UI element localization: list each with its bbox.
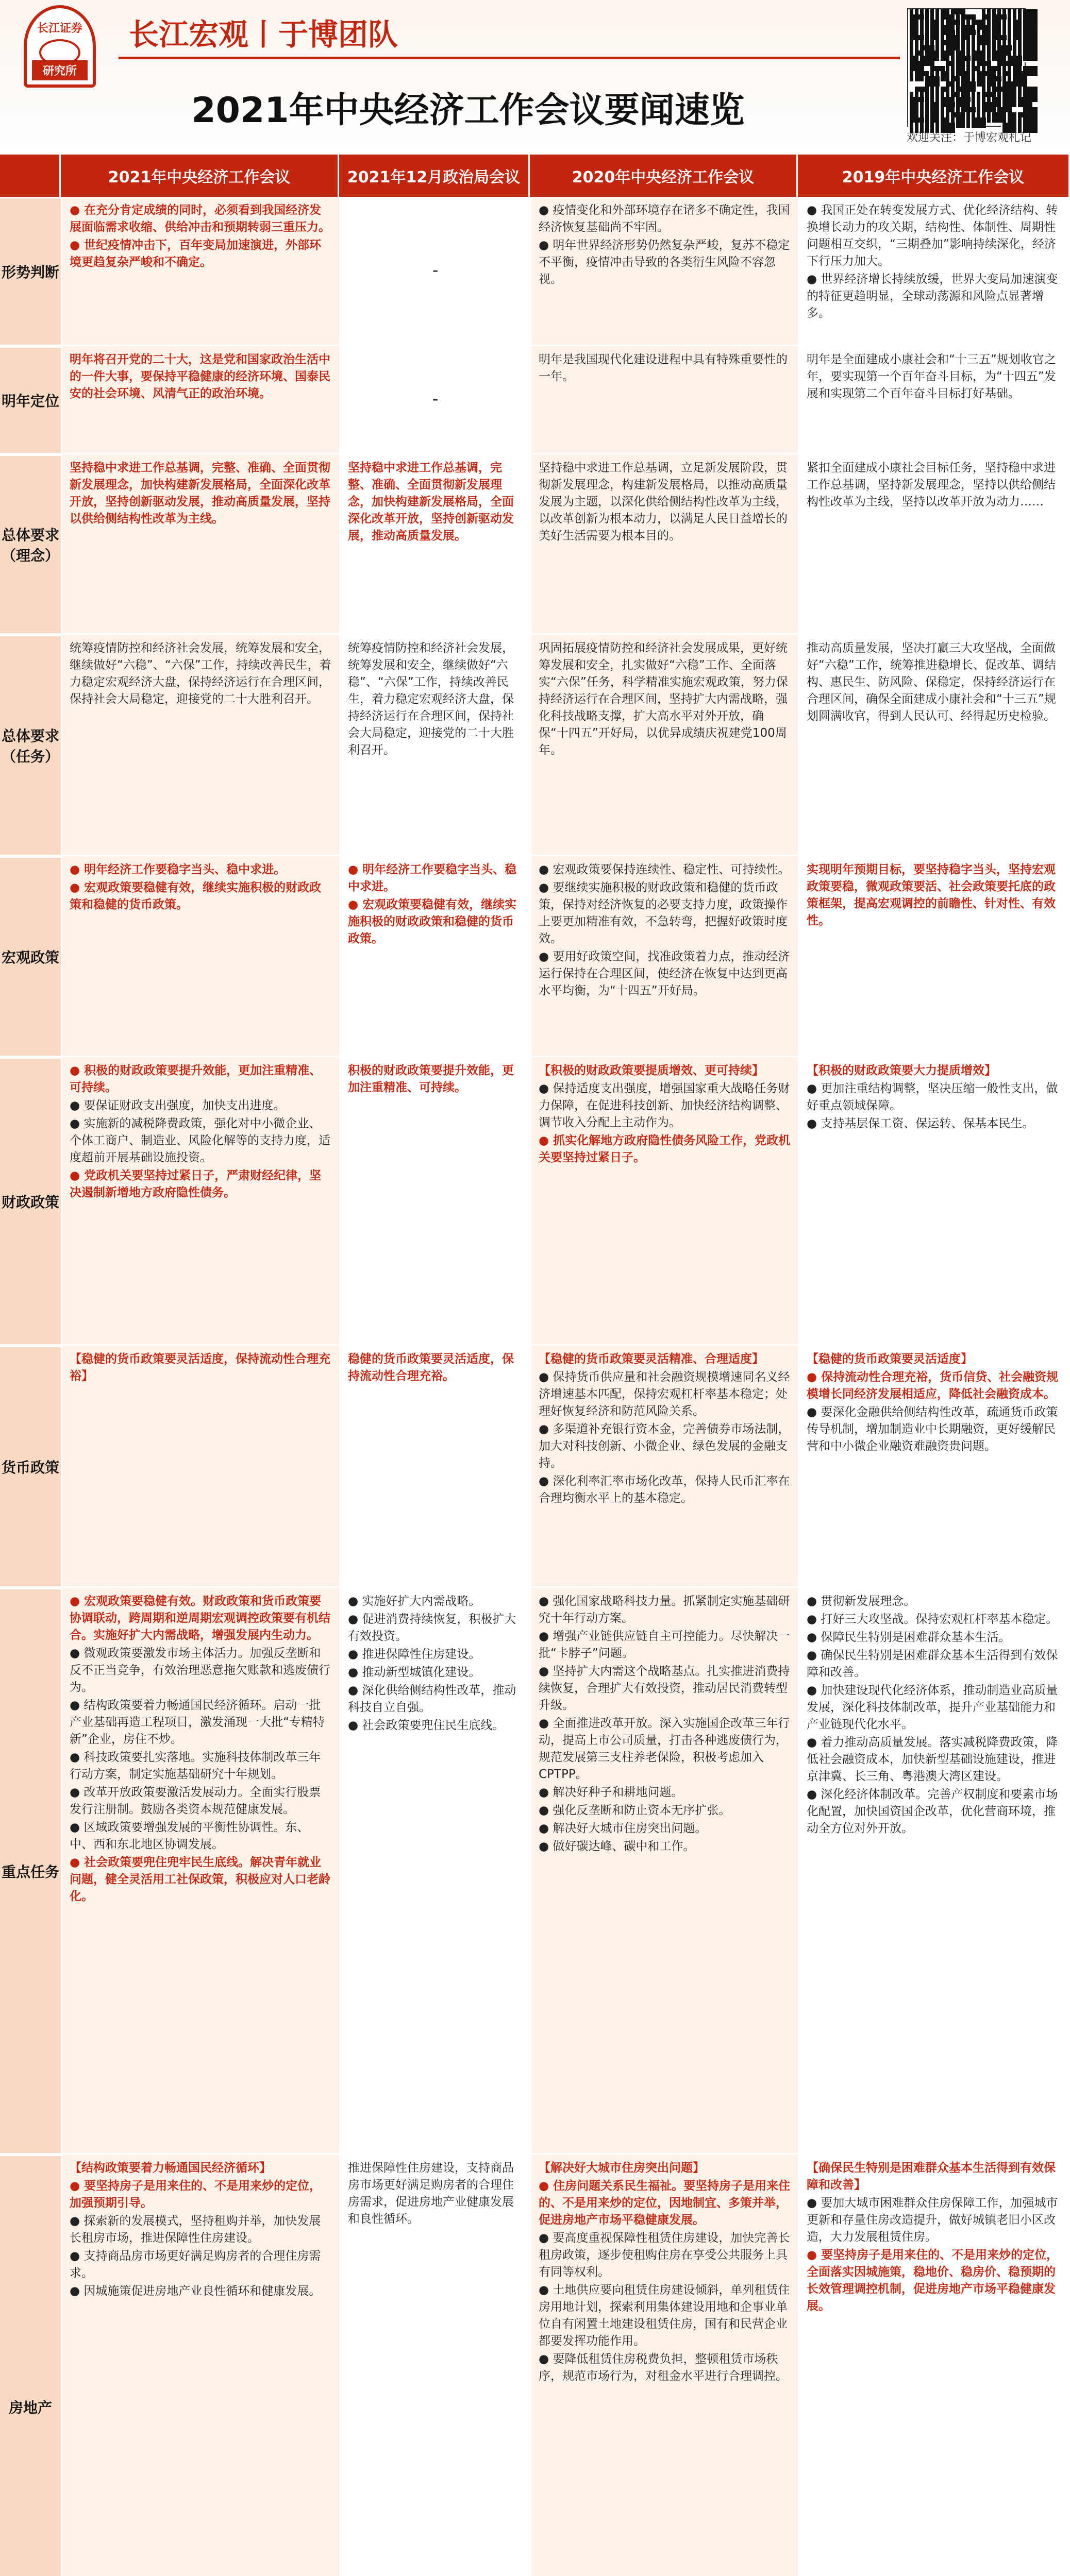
row-label: 重点任务: [0, 1588, 61, 2155]
cell-paragraph: ● 要继续实施积极的财政政策和稳健的货币政策，保持对经济恢复的必要支持力度，政策操作上要更加精准有效，不急转弯，把握好政策时度效。: [539, 881, 788, 945]
cell-paragraph: ● 住房问题关系民生福祉。要坚持房子是用来住的、不是用来炒的定位，因地制宜、多策并举，促进房地产市场平稳健康发展。: [539, 2179, 791, 2227]
table-cell: [530, 197, 798, 346]
cell-paragraph: 坚持稳中求进工作总基调，立足新发展阶段，贯彻新发展理念，构建新发展格局，以推动高质量发展为主题，以深化供给侧结构性改革为主线，以改革创新为根本动力，以满足人民日益增长的美好生活需要为根本目的。: [539, 461, 788, 543]
table-cell: [61, 2155, 339, 2576]
table-cell: [61, 197, 339, 346]
cell-paragraph: ● 要保证财政支出强度，加快支出进度。: [70, 1099, 286, 1112]
cell-paragraph: ● 推动新型城镇化建设。: [348, 1666, 481, 1679]
header: [0, 0, 1070, 155]
qr-caption: 欢迎关注：于博宏观札记: [906, 131, 1031, 144]
corner-header: [0, 155, 61, 197]
logo-badge: 研究所: [32, 60, 88, 80]
cell-paragraph: ● 要坚持房子是用来住的、不是用来炒的定位，全面落实因城施策，稳地价、稳房价、稳预期的长效管理调控机制，促进房地产市场平稳健康发展。: [807, 2248, 1059, 2313]
table-cell: [61, 1346, 339, 1588]
column-header: 2020年中央经济工作会议: [530, 155, 798, 197]
cell-paragraph: 巩固拓展疫情防控和经济社会发展成果，更好统筹发展和安全，扎实做好“六稳”工作、全面落实“六保”任务，科学精准实施宏观政策，努力保持经济运行在合理区间，坚持扩大内需战略，强化科技战略支撑，扩大高水平对外开放，确保“十四五”开好局，以优异成绩庆祝建党100周年。: [539, 641, 788, 757]
table-cell: [339, 197, 530, 346]
cell-paragraph: ● 要高度重视保障性租赁住房建设，加快完善长租房政策，逐步使租购住房在享受公共服务上具有同等权利。: [539, 2231, 790, 2279]
cell-paragraph: 明年将召开党的二十大，这是党和国家政治生活中的一件大事，要保持平稳健康的经济环境、国泰民安的社会环境、风清气正的政治环境。: [70, 353, 330, 400]
cell-paragraph: ● 要降低租赁住房税费负担，整顿租赁市场秩序，规范市场行为，对租金水平进行合理调控。: [539, 2352, 788, 2383]
team-title: 长江宏观丨于博团队: [129, 17, 398, 52]
cell-paragraph: ● 实施好扩大内需战略。: [348, 1595, 481, 1608]
cell-paragraph: ● 支持商品房市场更好满足购房者的合理住房需求。: [70, 2249, 321, 2280]
cell-paragraph: 积极的财政政策要提升效能，更加注重精准、可持续。: [348, 1064, 514, 1094]
cell-paragraph: ● 我国正处在转变发展方式、优化经济结构、转换增长动力的攻关期，结构性、体制性、周期性问题相互交织，“三期叠加”影响持续深化，经济下行压力加大。: [807, 204, 1058, 268]
cell-paragraph: 【稳健的货币政策要灵活适度，保持流动性合理充裕】: [70, 1352, 330, 1383]
cell-paragraph: ● 贯彻新发展理念。: [807, 1595, 916, 1608]
cell-paragraph: ● 土地供应要向租赁住房建设倾斜，单列租赁住房用地计划，探索利用集体建设用地和企事业单位自有闲置土地建设租赁住房，国有和民营企业都要发挥功能作用。: [539, 2283, 790, 2348]
cell-paragraph: ● 更加注重结构调整，坚决压缩一般性支出，做好重点领域保障。: [807, 1082, 1058, 1112]
cell-paragraph: ● 要坚持房子是用来住的、不是用来炒的定位，加强预期引导。: [70, 2179, 322, 2210]
qr-code-icon: [907, 8, 1026, 127]
table-cell: [61, 856, 339, 1057]
cell-paragraph: -: [432, 260, 439, 280]
cell-paragraph: 明年是我国现代化建设进程中具有特殊重要性的一年。: [539, 353, 788, 383]
cell-paragraph: ● 明年经济工作要稳字当头、稳中求进。: [348, 863, 517, 893]
cell-paragraph: 稳健的货币政策要灵活适度，保持流动性合理充裕。: [348, 1352, 514, 1383]
table-cell: [530, 1588, 798, 2155]
table-cell: [339, 1588, 530, 2155]
table-cell: [339, 856, 530, 1057]
cell-paragraph: ● 要用好政策空间，找准政策着力点，推动经济运行保持在合理区间，使经济在恢复中达到更高水平均衡，为“十四五”开好局。: [539, 950, 790, 997]
cell-paragraph: 【积极的财政政策要大力提质增效】: [807, 1064, 996, 1077]
cell-paragraph: ● 增强产业链供应链自主可控能力。尽快解决一批“卡脖子”问题。: [539, 1630, 790, 1660]
logo: [24, 5, 96, 88]
table-cell: [798, 2155, 1070, 2576]
cell-paragraph: ● 解决好大城市住房突出问题。: [539, 1822, 707, 1835]
cell-paragraph: ● 探索新的发展模式，坚持租购并举，加快发展长租房市场，推进保障性住房建设。: [70, 2214, 321, 2245]
cell-paragraph: ● 抓实化解地方政府隐性债务风险工作，党政机关要坚持过紧日子。: [539, 1134, 791, 1164]
cell-paragraph: ● 科技政策要扎实落地。实施科技体制改革三年行动方案，制定实施基础研究十年规划。: [70, 1751, 321, 1781]
cell-paragraph: ● 党政机关要坚持过紧日子，严肃财经纪律，坚决遏制新增地方政府隐性债务。: [70, 1169, 322, 1199]
cell-paragraph: ● 保持适度支出强度，增强国家重大战略任务财力保障，在促进科技创新、加快经济结构调整、调节收入分配上主动作为。: [539, 1082, 790, 1129]
table-cell: [530, 635, 798, 856]
cell-paragraph: ● 世纪疫情冲击下，百年变局加速演进，外部环境更趋复杂严峻和不确定。: [70, 239, 322, 269]
cell-paragraph: ● 社会政策要兜住民生底线。: [348, 1719, 505, 1732]
table-cell: [798, 454, 1070, 635]
cell-paragraph: 紧扣全面建成小康社会目标任务，坚持稳中求进工作总基调，坚持新发展理念，坚持以供给侧结构性改革为主线，坚持以改革开放为动力……: [807, 461, 1056, 509]
table-cell: [339, 2155, 530, 2576]
cell-paragraph: ● 多渠道补充银行资本金，完善债券市场法制，加大对科技创新、小微企业、绿色发展的金融支持。: [539, 1422, 790, 1470]
cell-paragraph: ● 宏观政策要稳健有效，继续实施积极的财政政策和稳健的货币政策。: [70, 881, 322, 911]
row-label: 形势判断: [0, 197, 61, 346]
row-label: 总体要求（任务）: [0, 635, 61, 856]
cell-paragraph: 坚持稳中求进工作总基调，完整、准确、全面贯彻新发展理念，加快构建新发展格局，全面深化改革开放，坚持创新驱动发展，推动高质量发展。: [348, 461, 514, 543]
logo-text: 长江证券: [37, 22, 82, 35]
column-header: 2019年中央经济工作会议: [798, 155, 1070, 197]
table-cell: [339, 1057, 530, 1346]
cell-paragraph: ● 宏观政策要稳健有效。财政政策和货币政策要协调联动，跨周期和逆周期宏观调控政策要有机结合。实施好扩大内需战略，增强发展内生动力。: [70, 1595, 330, 1642]
table-cell: [798, 1588, 1070, 2155]
cell-paragraph: ● 做好碳达峰、碳中和工作。: [539, 1840, 695, 1853]
cell-paragraph: ● 区域政策要增强发展的平衡性协调性。东、中、西和东北地区协调发展。: [70, 1821, 309, 1851]
row-label: 总体要求（理念）: [0, 454, 61, 635]
cell-paragraph: ● 明年世界经济形势仍然复杂严峻，复苏不稳定不平衡，疫情冲击导致的各类衍生风险不容忽视。: [539, 239, 790, 286]
row-label: 宏观政策: [0, 856, 61, 1057]
cell-paragraph: 【积极的财政政策要提质增效、更可持续】: [539, 1064, 764, 1077]
table-cell: [798, 197, 1070, 346]
cell-paragraph: ● 因城施策促进房地产业良性循环和健康发展。: [70, 2284, 321, 2298]
table-cell: [61, 1588, 339, 2155]
cell-paragraph: ● 加快建设现代化经济体系，推动制造业高质量发展，深化科技体制改革，提升产业基础能力和产业链现代化水平。: [807, 1684, 1058, 1731]
cell-paragraph: 实现明年预期目标，要坚持稳字当头，坚持宏观政策要稳，微观政策要活、社会政策要托底的政策框架，提高宏观调控的前瞻性、针对性、有效性。: [807, 863, 1056, 927]
qr-module: [970, 117, 986, 129]
row-label: 明年定位: [0, 346, 61, 454]
cell-paragraph: 【稳健的货币政策要灵活精准、合理适度】: [539, 1352, 764, 1366]
table-cell: [339, 1346, 530, 1588]
table-cell: [798, 856, 1070, 1057]
cell-paragraph: ● 明年经济工作要稳字当头、稳中求进。: [70, 863, 286, 876]
table-cell: [339, 346, 530, 454]
row-label: 财政政策: [0, 1057, 61, 1346]
cell-paragraph: ● 解决好种子和耕地问题。: [539, 1786, 683, 1799]
cell-paragraph: 统筹疫情防控和经济社会发展，统筹发展和安全，继续做好“六稳”、“六保”工作，持续改善民生，着力稳定宏观经济大盘，保持经济运行在合理区间，保持社会大局稳定，迎接党的二十大胜利召开。: [70, 641, 331, 706]
table-cell: [61, 346, 339, 454]
comparison-table: [0, 155, 1070, 2576]
table-cell: [530, 346, 798, 454]
cell-paragraph: ● 深化经济体制改革。完善产权制度和要素市场化配置，加快国资国企改革，优化营商环境，推动全方位对外开放。: [807, 1788, 1058, 1835]
cell-paragraph: ● 疫情变化和外部环境存在诸多不确定性，我国经济恢复基础尚不牢固。: [539, 204, 790, 234]
cell-paragraph: ● 在充分肯定成绩的同时，必须看到我国经济发展面临需求收缩、供给冲击和预期转弱三重压力。: [70, 204, 330, 234]
cell-paragraph: ● 确保民生特别是困难群众基本生活得到有效保障和改善。: [807, 1649, 1058, 1679]
cell-paragraph: ● 全面推进改革开放。深入实施国企改革三年行动，提高上市公司质量，打击各种逃废债行为，规范发展第三支柱养老保险，积极考虑加入CPTPP。: [539, 1717, 790, 1781]
cell-paragraph: ● 保持流动性合理充裕，货币信贷、社会融资规模增长同经济发展相适应，降低社会融资成本。: [807, 1370, 1059, 1401]
cell-paragraph: -: [432, 389, 439, 409]
table-cell: [530, 1346, 798, 1588]
cell-paragraph: ● 积极的财政政策要提升效能，更加注重精准、可持续。: [70, 1064, 322, 1094]
table-cell: [798, 1057, 1070, 1346]
cell-paragraph: ● 宏观政策要保持连续性、稳定性、可持续性。: [539, 863, 790, 876]
table-cell: [530, 856, 798, 1057]
cell-paragraph: ● 宏观政策要稳健有效，继续实施积极的财政政策和稳健的货币政策。: [348, 898, 517, 945]
table-cell: [339, 454, 530, 635]
cell-paragraph: ● 结构政策要着力畅通国民经济循环。启动一批产业基础再造工程项目，激发涌现一大批“专精特新”企业，房住不炒。: [70, 1699, 325, 1746]
cell-paragraph: 推进保障性住房建设，支持商品房市场更好满足购房者的合理住房需求，促进房地产业健康发展和良性循环。: [348, 2161, 514, 2226]
column-header: 2021年12月政治局会议: [339, 155, 530, 197]
cell-paragraph: ● 坚持扩大内需这个战略基点。扎实推进消费持续恢复，合理扩大有效投资，推动居民消费转型升级。: [539, 1665, 790, 1712]
cell-paragraph: ● 要深化金融供给侧结构性改革，疏通货币政策传导机制，增加制造业中长期融资，更好缓解民营和中小微企业融资难融资贵问题。: [807, 1405, 1058, 1453]
table-cell: [798, 635, 1070, 856]
cell-paragraph: 明年是全面建成小康社会和“十三五”规划收官之年，要实现第一个百年奋斗目标，为“十四五”发展和实现第二个百年奋斗目标打好基础。: [807, 353, 1056, 400]
column-header: 2021年中央经济工作会议: [61, 155, 339, 197]
cell-paragraph: ● 着力推动高质量发展。落实减税降费政策，降低社会融资成本，加快新型基础设施建设，推进京津冀、长三角、粤港澳大湾区建设。: [807, 1736, 1058, 1783]
header-divider: [119, 57, 900, 59]
cell-paragraph: ● 打好三大攻坚战。保持宏观杠杆率基本稳定。: [807, 1613, 1058, 1626]
cell-paragraph: ● 推进保障性住房建设。: [348, 1648, 481, 1661]
cell-paragraph: ● 社会政策要兜住兜牢民生底线。解决青年就业问题，健全灵活用工社保政策，积极应对人口老龄化。: [70, 1856, 330, 1903]
table-cell: [530, 2155, 798, 2576]
cell-paragraph: ● 深化利率汇率市场化改革，保持人民币汇率在合理均衡水平上的基本稳定。: [539, 1475, 790, 1505]
cell-paragraph: 推动高质量发展，坚决打赢三大攻坚战，全面做好“六稳”工作，统筹推进稳增长、促改革、调结构、惠民生、防风险、保稳定，保持经济运行在合理区间，确保全面建成小康社会和“十三五”规划圆满收官，得到人民认可、经得起历史检验。: [807, 641, 1056, 723]
cell-paragraph: ● 强化国家战略科技力量。抓紧制定实施基础研究十年行动方案。: [539, 1595, 790, 1625]
cell-paragraph: ● 改革开放政策要激活发展动力。全面实行股票发行注册制。鼓励各类资本规范健康发展。: [70, 1786, 321, 1816]
cell-paragraph: ● 要加大城市困难群众住房保障工作，加强城市更新和存量住房改造提升，做好城镇老旧小区改造，大力发展租赁住房。: [807, 2196, 1058, 2244]
row-label: 货币政策: [0, 1346, 61, 1588]
table-cell: [61, 1057, 339, 1346]
cell-paragraph: ● 微观政策要激发市场主体活力。加强反垄断和反不正当竞争，有效治理恶意拖欠账款和逃废债行为。: [70, 1647, 330, 1694]
cell-paragraph: ● 实施新的减税降费政策，强化对中小微企业、个体工商户、制造业、风险化解等的支持力度，适度超前开展基础设施投资。: [70, 1117, 330, 1164]
cell-paragraph: ● 促进消费持续恢复，积极扩大有效投资。: [348, 1613, 516, 1643]
cell-paragraph: 统筹疫情防控和经济社会发展，统筹发展和安全，继续做好“六稳”、“六保”工作，持续改善民生，着力稳定宏观经济大盘，保持经济运行在合理区间，保持社会大局稳定，迎接党的二十大胜利召开。: [348, 641, 514, 757]
table-cell: [339, 635, 530, 856]
table-cell: [530, 454, 798, 635]
cell-paragraph: ● 世界经济增长持续放缓，世界大变局加速演变的特征更趋明显，全球动荡源和风险点显著增多。: [807, 273, 1058, 320]
cell-paragraph: ● 深化供给侧结构性改革，推动科技自立自强。: [348, 1684, 516, 1714]
cell-paragraph: 【结构政策要着力畅通国民经济循环】: [70, 2161, 271, 2175]
table-cell: [61, 635, 339, 856]
cell-paragraph: 【稳健的货币政策要灵活适度】: [807, 1352, 973, 1366]
row-label: 房地产: [0, 2155, 61, 2576]
cell-paragraph: 【确保民生特别是困难群众基本生活得到有效保障和改善】: [807, 2161, 1056, 2192]
table-cell: [798, 346, 1070, 454]
cell-paragraph: ● 强化反垄断和防止资本无序扩张。: [539, 1804, 731, 1817]
cell-paragraph: 【解决好大城市住房突出问题】: [539, 2161, 705, 2175]
cell-paragraph: ● 保障民生特别是困难群众基本生活。: [807, 1631, 1011, 1644]
cell-paragraph: ● 保持货币供应量和社会融资规模增速同名义经济增速基本匹配，保持宏观杠杆率基本稳定；处理好恢复经济和防范风险关系。: [539, 1370, 790, 1418]
cell-paragraph: 坚持稳中求进工作总基调，完整、准确、全面贯彻新发展理念，加快构建新发展格局，全面深化改革开放，坚持创新驱动发展，推动高质量发展，坚持以供给侧结构性改革为主线。: [70, 461, 330, 526]
cell-paragraph: ● 支持基层保工资、保运转、保基本民生。: [807, 1117, 1034, 1130]
table-cell: [61, 454, 339, 635]
table-cell: [798, 1346, 1070, 1588]
qr-module: [1022, 50, 1038, 62]
page-title: 2021年中央经济工作会议要闻速览: [191, 90, 745, 131]
table-cell: [530, 1057, 798, 1346]
